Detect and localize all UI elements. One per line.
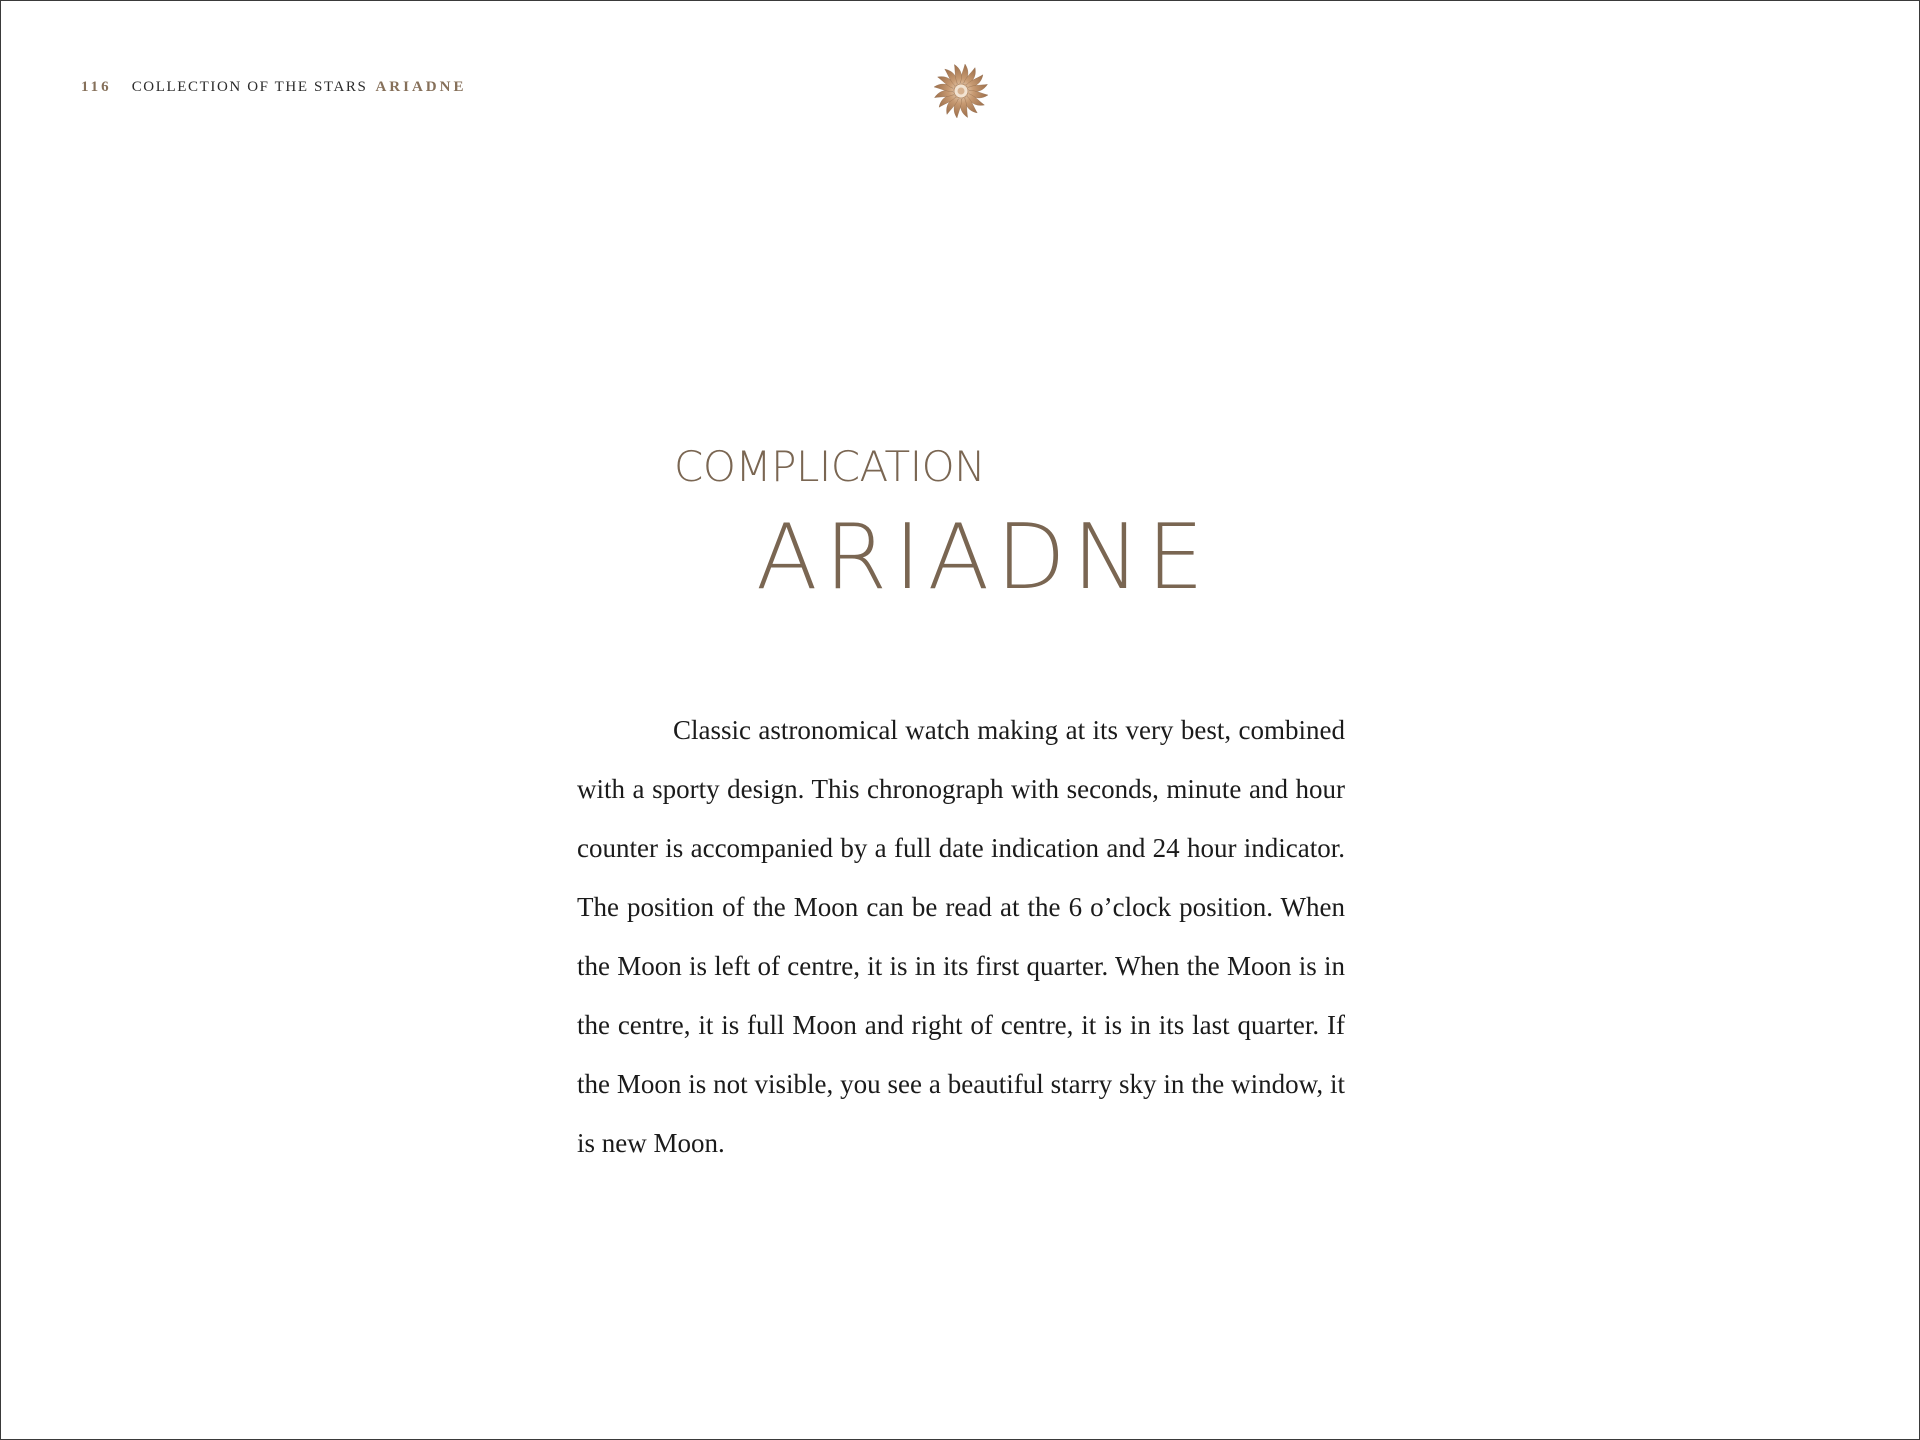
heading-subtitle: COMPLICATION (674, 442, 986, 491)
page-number: 116 (81, 79, 112, 95)
heading-title: ARIADNE (756, 505, 1211, 610)
collection-title: COLLECTION OF THE STARS (131, 79, 368, 95)
section-name: ARIADNE (375, 79, 467, 95)
body-paragraph: Classic astronomical watch making at its very best, combined with a sporty design. This chronograph with seconds, minute and hour counter is accompanied by a full date indication and 24 hour indicator. The position of the Moon can be read at the 6 o’clock position. When the Moon is left of centre, it is in its first quarter. When the Moon is in the centre, it is full Moon and right of centre, it is in its last quarter. If the Moon is not visible, you see a beautiful starry sky in the window, it is new Moon. (577, 715, 1345, 1158)
sun-rosette-icon (932, 62, 990, 120)
running-header (81, 79, 466, 96)
